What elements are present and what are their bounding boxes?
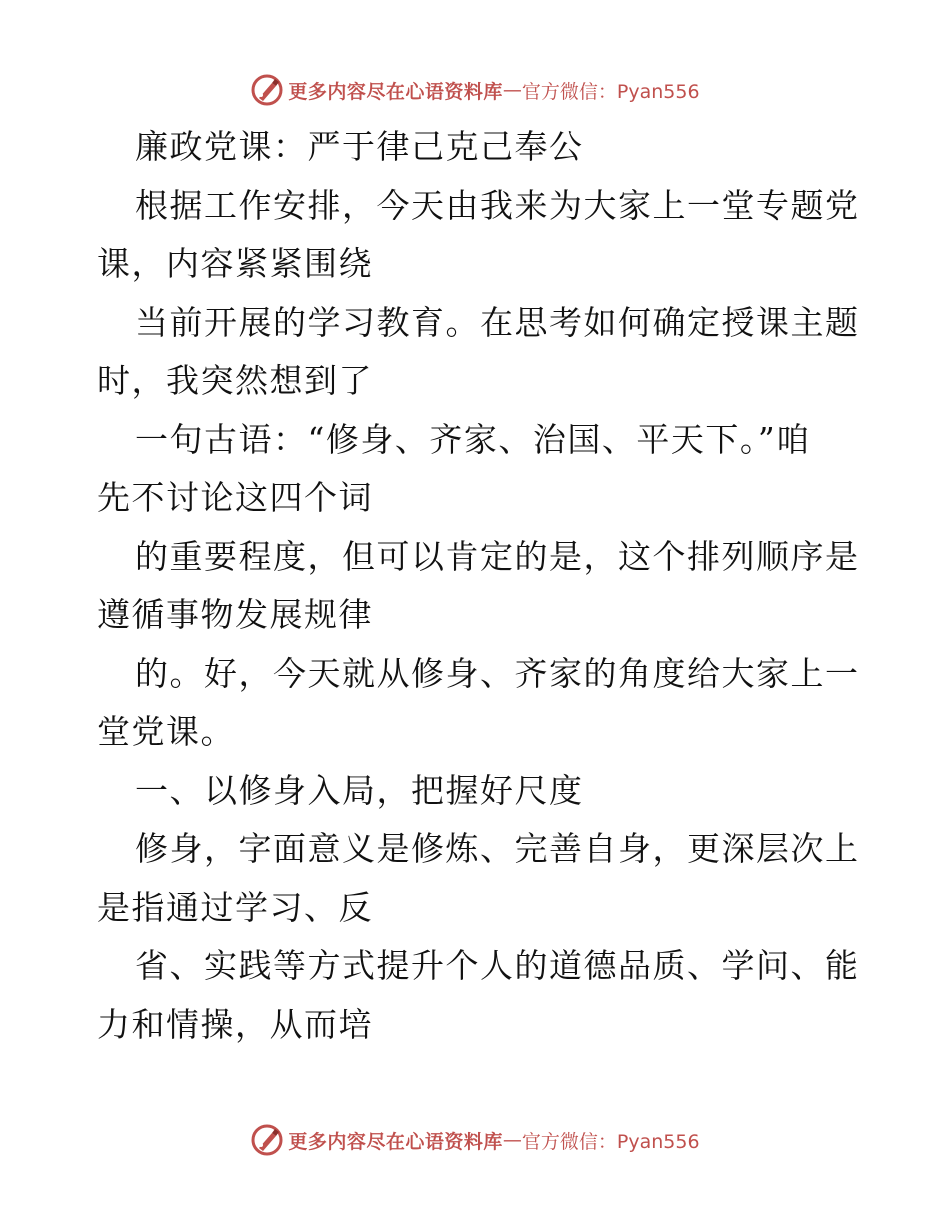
banner-separator: — bbox=[502, 79, 522, 101]
paragraph-line: 先不讨论这四个词 bbox=[97, 478, 373, 517]
pen-logo-icon bbox=[250, 73, 284, 107]
paragraph-line: 力和情操，从而培 bbox=[97, 1004, 373, 1044]
document-title: 廉政党课：严于律己克己奉公 bbox=[135, 127, 584, 166]
banner-wechat-text: 官方微信：Pyan556 bbox=[521, 1130, 700, 1153]
section-heading: 一、以修身入局，把握好尺度 bbox=[135, 770, 584, 810]
paragraph-line: 时，我突然想到了 bbox=[97, 361, 373, 400]
paragraph-line: 是指通过学习、反 bbox=[97, 887, 373, 927]
paragraph-line: 修身，字面意义是修炼、完善自身，更深层次上 bbox=[135, 829, 860, 868]
footer-banner bbox=[0, 1120, 950, 1160]
banner-wechat-text: 官方微信：Pyan556 bbox=[521, 80, 700, 103]
banner-separator: — bbox=[502, 1129, 522, 1151]
paragraph-line: 堂党课。 bbox=[97, 712, 235, 751]
paragraph-line: 省、实践等方式提升个人的道德品质、学问、能 bbox=[135, 946, 860, 985]
paragraph-line: 当前开展的学习教育。在思考如何确定授课主题 bbox=[135, 302, 860, 342]
paragraph-line: 遵循事物发展规律 bbox=[97, 595, 373, 634]
paragraph-line: 课，内容紧紧围绕 bbox=[97, 244, 373, 283]
document-body bbox=[97, 118, 860, 1054]
banner-main-text: 更多内容尽在心语资料库 bbox=[288, 1130, 503, 1153]
paragraph-line: 一句古语：“修身、齐家、治国、平天下。”咱 bbox=[135, 419, 811, 459]
banner-main-text: 更多内容尽在心语资料库 bbox=[288, 80, 503, 103]
pen-logo-icon bbox=[250, 1123, 284, 1157]
header-banner bbox=[0, 70, 950, 110]
paragraph-line: 的重要程度，但可以肯定的是，这个排列顺序是 bbox=[135, 536, 860, 576]
paragraph-line: 的。好，今天就从修身、齐家的角度给大家上一 bbox=[135, 653, 860, 693]
paragraph-line: 根据工作安排，今天由我来为大家上一堂专题党 bbox=[135, 185, 860, 225]
